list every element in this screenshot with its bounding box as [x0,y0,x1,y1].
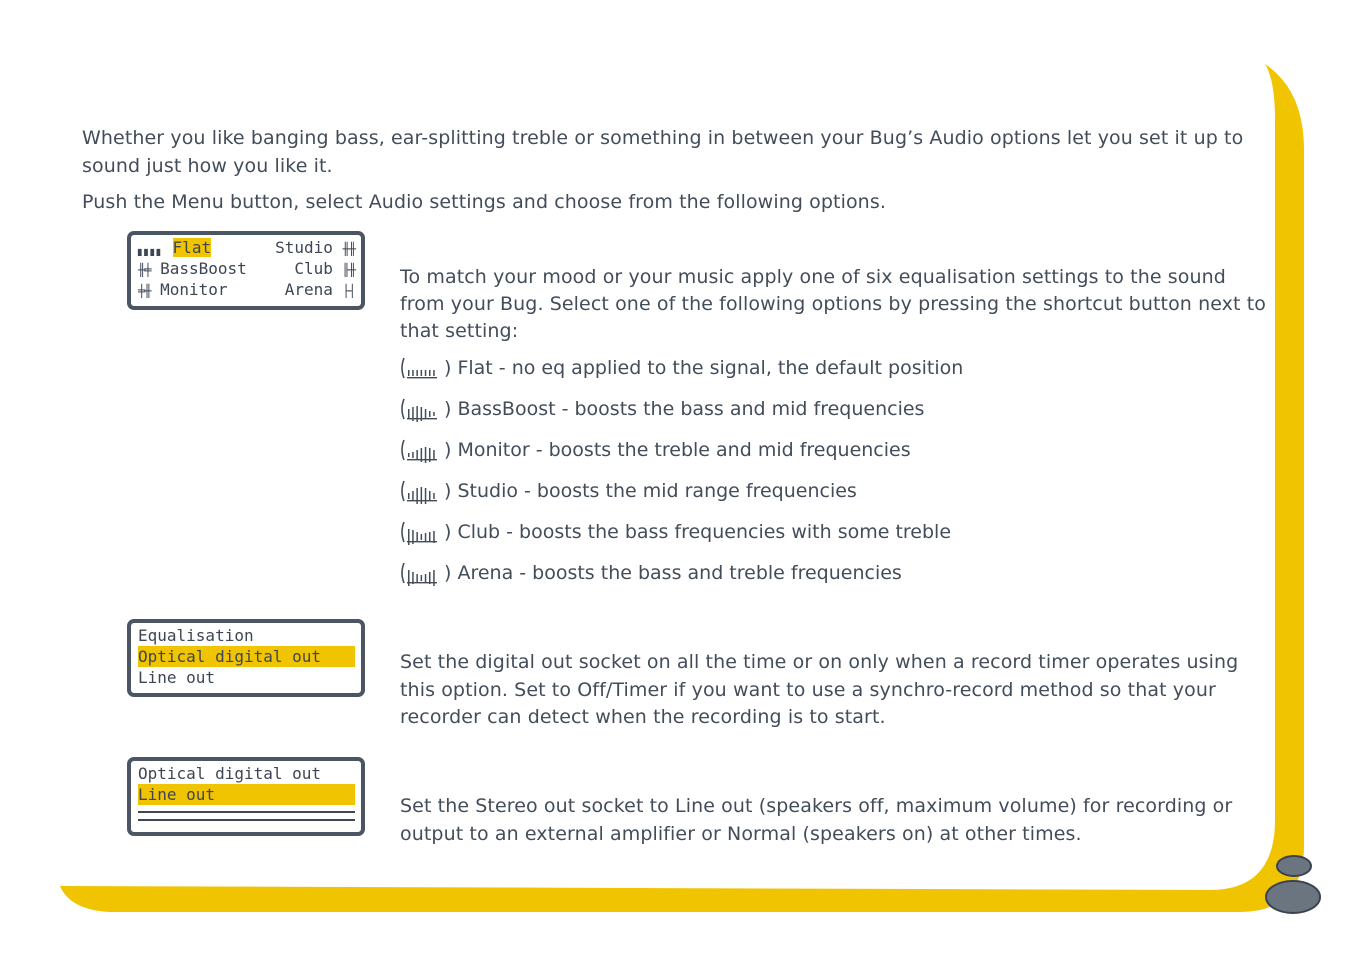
lcd-optical-screen [127,619,365,697]
lcd-row [138,237,355,258]
lcd-row: Line out [138,668,216,687]
eq-setting-line [400,560,902,586]
lineout-description: Set the Stereo out socket to Line out (speakers off, maximum volume) for recording or output to an external amplifier or Normal (speakers on) at other times. [400,795,1233,845]
eq-setting-line [400,478,857,504]
lcd-lineout-screen [127,757,365,836]
lcd-row [138,279,355,300]
eq-setting-text: ) Arena - boosts the bass and treble frequencies [444,562,902,584]
eq-setting-text: ) BassBoost - boosts the bass and mid frequencies [444,398,925,420]
eq-arena-icon [400,560,440,586]
eq-setting-line [400,355,963,381]
lcd-item-bassboost: BassBoost [160,259,247,278]
lcd-item-studio: Studio [275,238,333,257]
lcd-divider [138,811,355,821]
equalisation-description: To match your mood or your music apply one of six equalisation settings to the sound from your Bug. Select one of the following options by pressing the shortcut button next to that setting: [400,266,1266,342]
lcd-item-club: Club [294,259,333,278]
pebble-small-icon [1277,856,1311,876]
lcd-row [138,258,355,279]
lcd-row-selected: Optical digital out [138,646,355,667]
intro-paragraph: Whether you like banging bass, ear-splitting treble or something in between your Bug’s Audio options let you set it up to sound just how you like it. [82,127,1244,177]
eq-setting-line [400,437,911,463]
lcd-item-flat: Flat [172,238,212,257]
eq-setting-line [400,396,924,422]
lcd-row: Optical digital out [138,764,322,783]
eq-flat-icon: ▖▖▖▖ [138,242,163,256]
eq-studio-icon [400,478,440,504]
eq-setting-text: ) Monitor - boosts the treble and mid frequencies [444,439,911,461]
optical-description: Set the digital out socket on all the time or on only when a record timer operates using this option. Set to Off/Timer if you want to use a synchro-record method so that your recorder can detect when the recording is to start. [400,651,1239,728]
eq-monitor-icon: ╪╫ [138,284,151,298]
eq-studio-icon: ╫╫ [342,242,355,256]
eq-club-icon [400,519,440,545]
lcd-item-monitor: Monitor [160,280,228,299]
eq-bassboost-icon: ╫╪ [138,263,151,277]
eq-bassboost-icon [400,396,440,422]
eq-flat-icon [400,355,440,381]
lcd-row: Equalisation [138,626,254,645]
pebble-large-icon [1266,881,1320,913]
lcd-row-selected: Line out [138,784,355,805]
eq-setting-text: ) Flat - no eq applied to the signal, the default position [444,357,964,379]
lcd-item-arena: Arena [284,280,333,299]
eq-setting-text: ) Studio - boosts the mid range frequencies [444,480,857,502]
eq-monitor-icon [400,437,440,463]
eq-setting-text: ) Club - boosts the bass frequencies with some treble [444,521,952,543]
instruction-paragraph: Push the Menu button, select Audio settings and choose from the following options. [82,191,886,213]
eq-club-icon: ╟╫ [342,263,355,277]
eq-arena-icon: ├┤ [342,284,355,298]
lcd-equalisation-screen [127,231,365,310]
eq-setting-line [400,519,951,545]
